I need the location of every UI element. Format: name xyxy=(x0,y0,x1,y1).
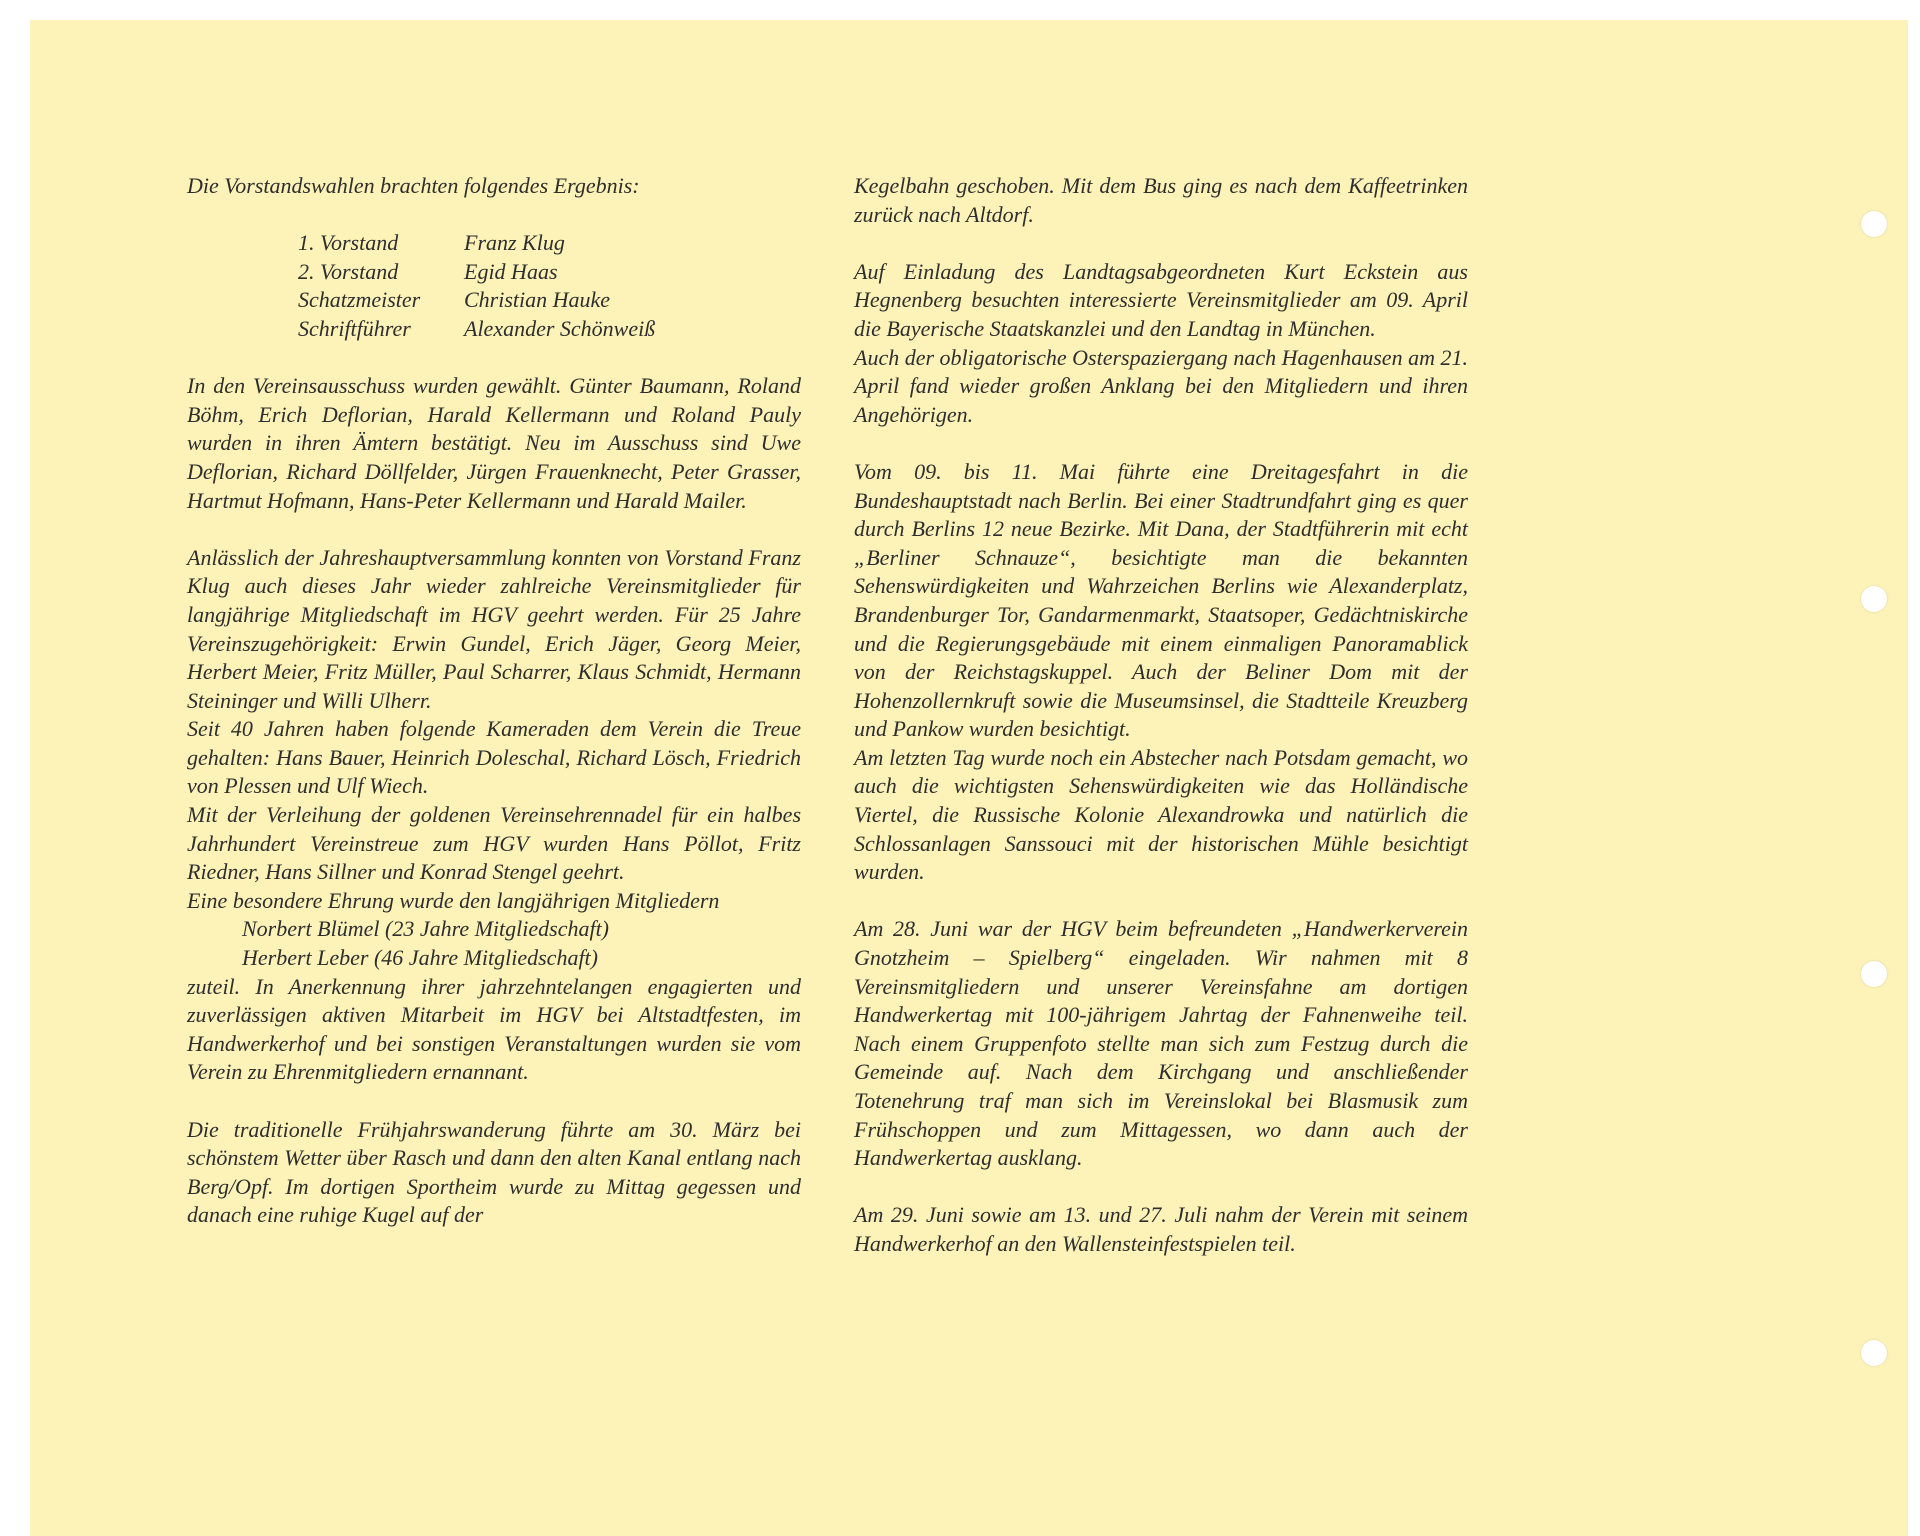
committee-paragraph: In den Vereinsausschuss wurden gewählt. Günter Baumann, Roland Böhm, Erich Deflorian, Harald Kellermann und Roland Pauly wurden in ihren Ämtern bestätigt. Neu im Ausschuss sind Uwe Deflorian, Richard Döllfelder, Jürgen Frauenknecht, Peter Grasser, Hartmut Hofmann, Hans-Peter Kellermann und Harald Mailer. xyxy=(187,373,801,513)
board-name: Egid Haas xyxy=(464,258,558,284)
board-role: Schriftführer xyxy=(298,315,411,341)
special-honor-intro: Eine besondere Ehrung wurde den langjährigen Mitgliedern xyxy=(187,887,720,913)
landtag-visit-paragraph: Auf Einladung des Landtagsabgeordneten Kurt Eckstein aus Hegnenberg besuchten interessierte Vereinsmitglieder am 09. April die Bayerische Staatskanzlei und den Landtag in München. xyxy=(854,258,1468,341)
potsdam-paragraph: Am letzten Tag wurde noch ein Abstecher nach Potsdam gemacht, wo auch die wichtigsten Sehenswürdigkeiten wie das Holländische Viertel, die Russische Kolonie Alexandrowka und natürlich die Schlossanlagen Sanssouci mit der historischen Mühle besichtigt wurden. xyxy=(854,744,1468,885)
honors-40-paragraph: Seit 40 Jahren haben folgende Kameraden dem Verein die Treue gehalten: Hans Bauer, Heinrich Doleschal, Richard Lösch, Friedrich von Plessen und Ulf Wiech. xyxy=(187,716,801,799)
special-honor-outro: zuteil. In Anerkennung ihrer jahrzehntelangen engagierten und zuverlässigen aktiven Mitarbeit im HGV bei Altstadtfesten, im Handwerkerhof und bei sonstigen Veranstaltungen wurden sie vom Verein zu Ehrenmitgliedern ernannant. xyxy=(187,973,801,1085)
special-honor-member: Herbert Leber (46 Jahre Mitgliedschaft) xyxy=(242,945,598,971)
board-role: 2. Vorstand xyxy=(298,258,399,284)
punch-hole xyxy=(1861,586,1887,612)
board-row xyxy=(187,258,801,287)
board-list xyxy=(187,229,801,343)
spring-hike-paragraph: Die traditionelle Frühjahrswanderung führte am 30. März bei schönstem Wetter über Rasch und dann den alten Kanal entlang nach Berg/Opf. Im dortigen Sportheim wurde zu Mittag gegessen und danach eine ruhige Kugel auf der xyxy=(187,1116,801,1228)
gnotzheim-paragraph: Am 28. Juni war der HGV beim befreundeten „Handwerkerverein Gnotzheim – Spielberg“ eingeladen. Wir nahmen mit 8 Vereinsmitgliedern und unserer Vereinsfahne am dortigen Handwerkertag mit 100-jährigem Jahrtag der Fahnenweihe teil. Nach einem Gruppenfoto stellte man sich zum Festzug durch die Gemeinde auf. Nach dem Kirchgang und anschließender Totenehrung traf man sich im Vereinslokal bei Blasmusik zum Frühschoppen und zum Mittagessen, wo dann auch der Handwerkertag ausklang. xyxy=(854,916,1468,1171)
left-column xyxy=(187,172,801,1230)
board-role: Schatzmeister xyxy=(298,287,421,313)
scan-border-right xyxy=(1908,0,1920,1536)
wallenstein-paragraph: Am 29. Juni sowie am 13. und 27. Juli nahm der Verein mit seinem Handwerkerhof an den Wallensteinfestspielen teil. xyxy=(854,1202,1468,1256)
punch-hole xyxy=(1861,1340,1887,1366)
berlin-trip-paragraph: Vom 09. bis 11. Mai führte eine Dreitagesfahrt in die Bundeshauptstadt nach Berlin. Bei einer Stadtrundfahrt ging es quer durch Berlins 12 neue Bezirke. Mit Dana, der Stadtführerin mit echt „Berliner Schnauze“, besichtigte man die bekannten Sehenswürdigkeiten und Wahrzeichen Berlins wie Alexanderplatz, Brandenburger Tor, Gandarmenmarkt, Staatsoper, Gedächtniskirche und die Regierungsgebäude mit einem einmaligen Panoramablick von der Reichstagskuppel. Auch der Beliner Dom mit der Hohenzollernkruft sowie die Museumsinsel, die Stadtteile Kreuzberg und Pankow wurden besichtigt. xyxy=(854,458,1468,742)
bowling-continuation: Kegelbahn geschoben. Mit dem Bus ging es nach dem Kaffeetrinken zurück nach Altdorf. xyxy=(854,173,1468,227)
board-row xyxy=(187,315,801,344)
honors-50-paragraph: Mit der Verleihung der goldenen Vereinsehrennadel für ein halbes Jahrhundert Vereinstreue zum HGV wurden Hans Pöllot, Fritz Riedner, Hans Sillner und Konrad Stengel geehrt. xyxy=(187,802,801,885)
honors-25-paragraph: Anlässlich der Jahreshauptversammlung konnten von Vorstand Franz Klug auch dieses Jahr wieder zahlreiche Vereinsmitglieder für langjährige Mitgliedschaft im HGV geehrt werden. Für 25 Jahre Vereinszugehörigkeit: Erwin Gundel, Erich Jäger, Georg Meier, Herbert Meier, Fritz Müller, Paul Scharrer, Klaus Schmidt, Hermann Steininger und Willi Ulherr. xyxy=(187,544,801,713)
punch-hole xyxy=(1861,211,1887,237)
board-election-intro: Die Vorstandswahlen brachten folgendes Ergebnis: xyxy=(187,173,640,198)
board-role: 1. Vorstand xyxy=(298,230,399,256)
board-row xyxy=(187,286,801,315)
easter-walk-paragraph: Auch der obligatorische Osterspaziergang nach Hagenhausen am 21. April fand wieder großen Anklang bei den Mitgliedern und ihren Angehörigen. xyxy=(854,344,1468,427)
board-row xyxy=(187,229,801,258)
punch-hole xyxy=(1861,961,1887,987)
board-name: Christian Hauke xyxy=(464,287,611,313)
board-name: Franz Klug xyxy=(464,230,565,256)
special-honor-member: Norbert Blümel (23 Jahre Mitgliedschaft) xyxy=(242,916,610,942)
scan-border-left xyxy=(0,0,30,1536)
board-name: Alexander Schönweiß xyxy=(464,315,656,341)
scan-border-top xyxy=(0,0,1920,20)
right-column xyxy=(854,172,1468,1259)
